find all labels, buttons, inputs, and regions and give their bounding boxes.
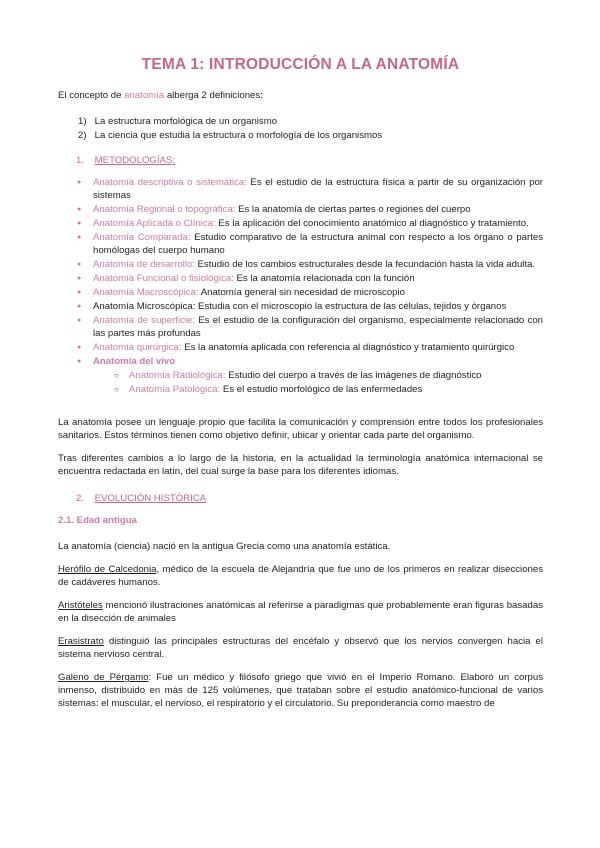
section-number: 2. <box>76 493 85 504</box>
subsection-heading-edad-antigua: 2.1. Edad antigua <box>58 515 137 526</box>
sublist-item-desc: Estudio del cuerpo a través de las imágenes de diagnóstico <box>225 370 482 381</box>
metodologias-list <box>58 176 543 396</box>
paragraph-herofilo <box>58 563 543 589</box>
list-item-term: Anatomía Macroscópica: <box>93 287 199 298</box>
list-item-term: Anatomía quirúrgica: <box>93 342 182 353</box>
section-title: EVOLUCIÓN HISTÓRICA <box>94 493 207 504</box>
list-item <box>93 341 543 354</box>
person-name: Galeno de Pérgamo <box>58 672 149 683</box>
definition-item <box>78 129 543 142</box>
definition-text: La ciencia que estudia la estructura o morfología de los organismos <box>94 130 383 141</box>
sublist-item-term: Anatomía Radiológica: <box>129 370 226 381</box>
intro-highlight: anatomía <box>124 90 165 101</box>
list-item-desc: Es la anatomía relacionada con la función <box>233 273 415 284</box>
list-item-term: Anatomía Comparada: <box>93 232 191 243</box>
list-item <box>93 272 543 285</box>
list-item <box>93 176 543 202</box>
list-item-term: Anatomía Regional o topográfica: <box>93 204 236 215</box>
definition-number: 2) <box>78 130 87 141</box>
list-item-anatomia-vivo <box>93 355 543 396</box>
definition-text: La estructura morfológica de un organismo <box>94 116 278 127</box>
person-name: Erasistrato <box>58 636 104 647</box>
paragraph-lenguaje: La anatomía posee un lenguaje propio que facilita la comunicación y comprensión entre todos los profesionales sanitarios. Estos términos tienen como objetivo definir, ubicar y orientar cada parte del organismo. <box>58 417 543 441</box>
definitions-list <box>58 115 543 142</box>
list-item-desc: Estudio comparativo de la estructura animal con respecto a los órgano o partes homólogas del cuerpo humano <box>93 232 543 256</box>
paragraph-erasistrato <box>58 635 543 661</box>
intro-before: El concepto de <box>58 90 125 101</box>
list-item-desc: Estudio de los cambios estructurales desde la fecundación hasta la vida adulta. <box>194 259 536 270</box>
list-item <box>93 203 543 216</box>
page-title: TEMA 1: INTRODUCCIÓN A LA ANATOMÍA <box>141 56 460 73</box>
intro-after: alberga 2 definiciones: <box>164 90 263 101</box>
list-item-desc: Es la anatomía de ciertas partes o regiones del cuerpo <box>235 204 471 215</box>
list-item-desc: Es el estudio de la estructura física a partir de su organización por sistemas <box>93 177 544 201</box>
list-item-desc: Es la aplicación del conocimiento anatómico al diagnóstico y tratamiento. <box>215 218 529 229</box>
anatomia-vivo-sublist <box>93 369 543 396</box>
list-item <box>93 231 543 257</box>
sublist-item-desc: Es el estudio morfológico de las enfermedades <box>220 384 423 395</box>
list-item-term: Anatomía de desarrollo: <box>93 259 195 270</box>
person-text: mencionó ilustraciones anatómicas al referirse a paradigmas que probablemente eran figuras basadas en la disección de animales <box>58 600 543 624</box>
person-name: Aristóteles <box>58 600 103 611</box>
person-text: : Fue un médico y filósofo griego que vivió en el Imperio Romano. Elaboró un corpus inmenso, distribuido en más de 125 volúmenes, que trataban sobre el estudio anatómico-funcional de varios sistemas: el muscular, el nervioso, el respiratorio y el circulatorio. Su preponderancia como maestro de <box>58 672 543 709</box>
section-number: 1. <box>76 155 85 166</box>
list-item-term: Anatomía Aplicada o Clínica: <box>93 218 216 229</box>
list-item-desc: Anatomía Microscópica: Estudia con el microscopio la estructura de las células, tejidos y órganos <box>93 301 507 312</box>
paragraph-aristoteles <box>58 599 543 625</box>
list-item <box>93 286 543 299</box>
person-text: , médico de la escuela de Alejandría que fue uno de los primeros en realizar disecciones de cadáveres humanos. <box>58 564 543 588</box>
section-heading-evolucion <box>76 492 543 505</box>
list-item-term: Anatomía de superficie: <box>93 315 196 326</box>
list-item-term: Anatomía Funcional o fisiológica: <box>93 273 234 284</box>
list-item <box>93 314 543 340</box>
list-item-term: Anatomía descriptiva o sistemática: <box>93 177 247 188</box>
sublist-item <box>129 383 543 396</box>
list-item <box>93 217 543 230</box>
paragraph-grecia: La anatomía (ciencia) nació en la antigua Grecia como una anatomía estática. <box>58 541 391 552</box>
list-item <box>93 258 543 271</box>
sublist-item <box>129 369 543 382</box>
person-text: distinguió las principales estructuras del encéfalo y observó que los nervios convergen hacia el sistema nervioso central. <box>58 636 543 660</box>
person-name: Herófilo de Calcedonia <box>58 564 157 575</box>
sublist-item-term: Anatomía Patológica: <box>129 384 221 395</box>
paragraph-galeno <box>58 671 543 710</box>
section-heading-metodologias <box>76 154 543 167</box>
list-item <box>93 300 543 313</box>
list-item-term: Anatomía del vivo <box>93 356 176 367</box>
intro-paragraph <box>58 89 543 102</box>
list-item-desc: Es la anatomía aplicada con referencia al diagnóstico y tratamiento quirúrgico <box>181 342 515 353</box>
definition-number: 1) <box>78 116 87 127</box>
paragraph-terminologia: Tras diferentes cambios a lo largo de la historia, en la actualidad la terminología anatómica internacional se encuentra redactada en latín, del cual surge la base para los diferentes idiomas. <box>58 453 543 477</box>
list-item-desc: Es el estudio de la configuración del organismo, especialmente relacionado con las partes más profundas <box>93 315 543 339</box>
definition-item <box>78 115 543 128</box>
section-title: METODOLOGÍAS: <box>94 155 175 166</box>
list-item-desc: Anatomía general sin necesidad de microscopio <box>198 287 405 298</box>
